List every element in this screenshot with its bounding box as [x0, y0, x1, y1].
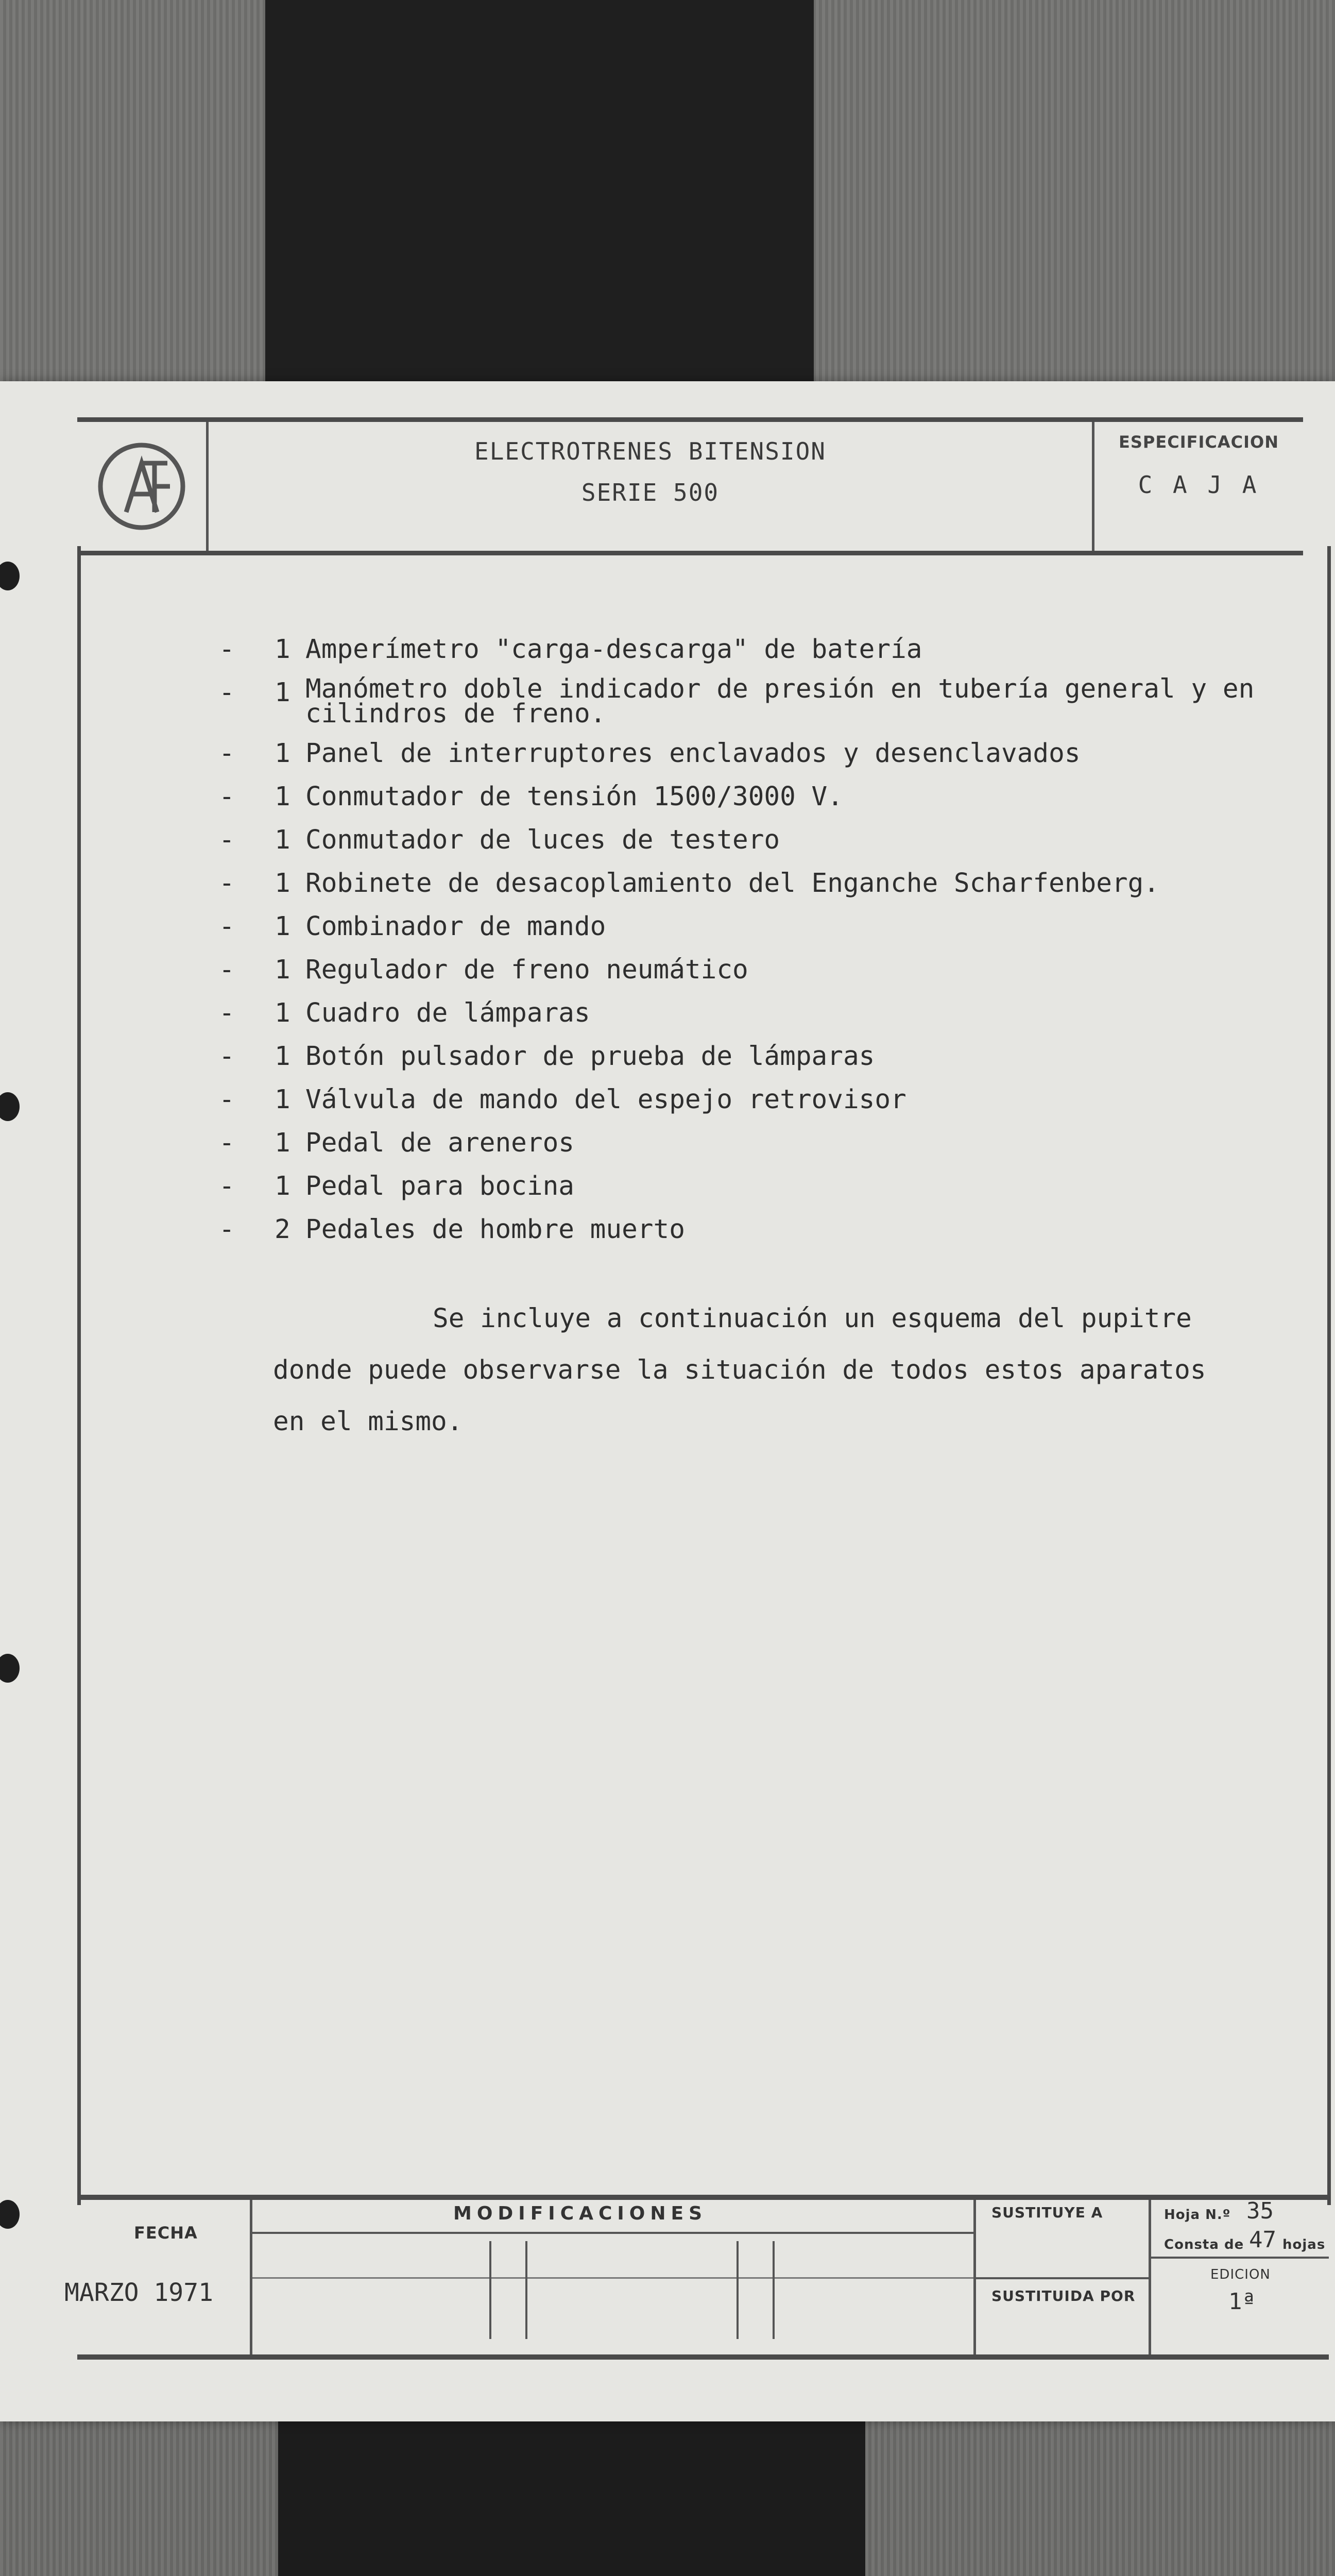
modification-divider: [737, 2241, 739, 2339]
item-description: Válvula de mando del espejo retrovisor: [305, 1084, 906, 1115]
item-description: Manómetro doble indicador de presión en tubería general y en cilindros de freno.: [305, 674, 1255, 729]
item-description: Combinador de mando: [305, 911, 606, 942]
footer-divider: [252, 2232, 973, 2234]
edicion-label: EDICION: [1210, 2267, 1271, 2282]
background-strap-bottom: [278, 2396, 865, 2576]
list-item: [219, 868, 1326, 900]
list-item: [219, 1084, 1326, 1116]
list-item: [219, 954, 1326, 986]
list-item: [219, 1171, 1326, 1202]
list-dash: -: [219, 955, 235, 985]
item-quantity: 1: [275, 1041, 290, 1072]
list-dash: -: [219, 1171, 235, 1201]
paragraph-line: donde puede observarse la situación de todos estos aparatos: [273, 1355, 1206, 1385]
caf-logo: [77, 422, 206, 551]
sustituida-label: SUSTITUIDA POR: [991, 2287, 1136, 2304]
list-item: [219, 1214, 1326, 1246]
footer-divider: [976, 2277, 1149, 2279]
list-dash: -: [219, 677, 235, 708]
equipment-list: [219, 634, 1326, 1257]
logo-cell: [77, 422, 209, 551]
item-description: Amperímetro "carga-descarga" de batería: [305, 634, 922, 665]
modification-divider: [773, 2241, 775, 2339]
fecha-value: MARZO 1971: [64, 2278, 213, 2307]
document-footer: [64, 2195, 1329, 2360]
modification-rule: [252, 2277, 973, 2279]
item-quantity: 1: [275, 634, 290, 665]
document-series: SERIE 500: [581, 479, 720, 506]
document-title: ELECTROTRENES BITENSION: [474, 437, 826, 465]
list-item: [219, 1127, 1326, 1159]
modificaciones-label: MODIFICACIONES: [453, 2203, 708, 2224]
closing-paragraph: [273, 1293, 1324, 1448]
item-quantity: 1: [275, 868, 290, 899]
item-description: Pedales de hombre muerto: [305, 1214, 685, 1245]
footer-divider: [1151, 2257, 1329, 2259]
list-dash: -: [219, 1214, 235, 1245]
consta-label: Consta de: [1164, 2237, 1244, 2252]
item-description: Robinete de desacoplamiento del Enganche Scharfenberg.: [305, 868, 1160, 899]
item-quantity: 1: [275, 1084, 290, 1115]
specification-cell: [1094, 422, 1303, 551]
background-strap-top: [265, 0, 814, 392]
list-dash: -: [219, 998, 235, 1028]
list-item: [219, 911, 1326, 943]
item-quantity: 1: [275, 911, 290, 942]
item-description: Panel de interruptores enclavados y desenclavados: [305, 738, 1081, 769]
list-item: [219, 634, 1326, 666]
list-item: [219, 1041, 1326, 1073]
item-description: Cuadro de lámparas: [305, 998, 590, 1028]
item-quantity: 1: [275, 955, 290, 985]
item-quantity: 1: [275, 1171, 290, 1201]
item-quantity: 1: [275, 782, 290, 812]
list-dash: -: [219, 868, 235, 899]
item-description: Conmutador de tensión 1500/3000 V.: [305, 782, 843, 812]
hoja-value: 35: [1246, 2198, 1274, 2224]
list-dash: -: [219, 738, 235, 769]
item-description: Pedal de areneros: [305, 1128, 574, 1158]
list-dash: -: [219, 1084, 235, 1115]
specification-value: C A J A: [1138, 471, 1260, 499]
document-header: [77, 417, 1303, 555]
item-quantity: 1: [275, 738, 290, 769]
footer-divider: [1149, 2200, 1151, 2354]
list-dash: -: [219, 911, 235, 942]
modification-divider: [525, 2241, 527, 2339]
fecha-label: FECHA: [134, 2223, 198, 2243]
item-description: Conmutador de luces de testero: [305, 825, 780, 855]
specification-label: ESPECIFICACION: [1119, 432, 1279, 452]
item-quantity: 1: [275, 998, 290, 1028]
sustituye-label: SUSTITUYE A: [991, 2204, 1103, 2221]
list-dash: -: [219, 782, 235, 812]
list-item: [219, 738, 1326, 770]
list-item: [219, 824, 1326, 856]
list-item: [219, 674, 1326, 729]
list-dash: -: [219, 825, 235, 855]
hojas-label: hojas: [1282, 2237, 1326, 2252]
item-description: Botón pulsador de prueba de lámparas: [305, 1041, 875, 1072]
consta-value: 47: [1249, 2227, 1276, 2253]
list-dash: -: [219, 1128, 235, 1158]
list-dash: -: [219, 634, 235, 665]
paragraph-line: Se incluye a continuación un esquema del pupitre: [433, 1303, 1192, 1334]
edicion-value: 1ª: [1228, 2289, 1256, 2315]
list-item: [219, 997, 1326, 1029]
item-quantity: 2: [275, 1214, 290, 1245]
item-quantity: 1: [275, 677, 290, 708]
modification-divider: [489, 2241, 491, 2339]
list-dash: -: [219, 1041, 235, 1072]
title-cell: [209, 422, 1094, 551]
item-description: Pedal para bocina: [305, 1171, 574, 1201]
list-item: [219, 781, 1326, 813]
item-quantity: 1: [275, 1128, 290, 1158]
item-description: Regulador de freno neumático: [305, 955, 748, 985]
paragraph-line: en el mismo.: [273, 1406, 463, 1437]
hoja-label: Hoja N.º: [1164, 2207, 1231, 2223]
item-quantity: 1: [275, 825, 290, 855]
